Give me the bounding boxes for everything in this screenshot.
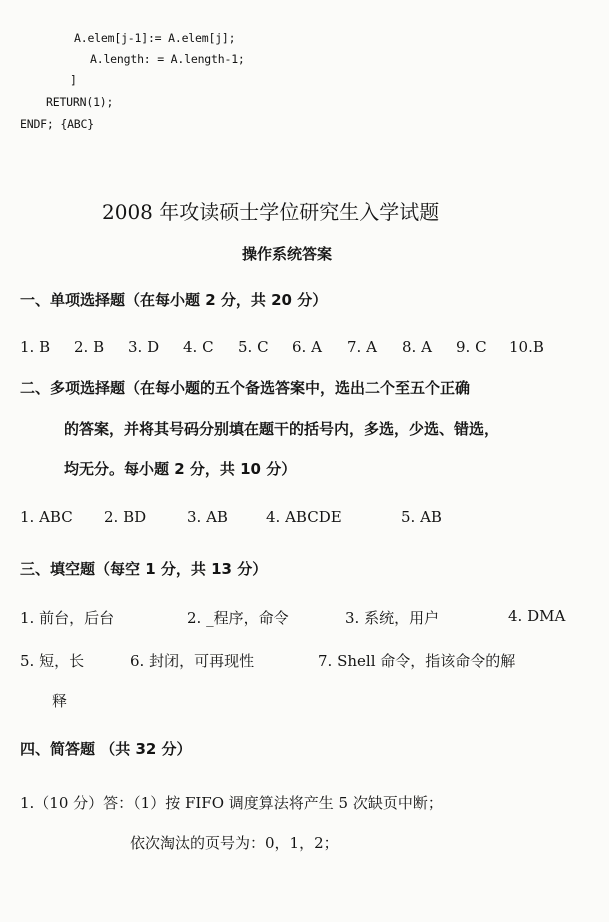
- section-heading-fill-blank: 三、填空题（每空 1 分，共 13 分）: [20, 560, 268, 578]
- code-line-4: RETURN(1);: [46, 95, 114, 109]
- answer-item: 8. A: [402, 338, 432, 356]
- section-heading-single-choice: 一、单项选择题（在每小题 2 分，共 20 分）: [20, 291, 328, 309]
- answer-item: 2. _程序，命令: [187, 609, 289, 627]
- answer-item: 3. D: [128, 338, 160, 356]
- code-line-5: ENDF; {ABC}: [20, 117, 94, 131]
- answer-item: 2. BD: [104, 508, 147, 526]
- answer-item: 7. A: [347, 338, 377, 356]
- answer-item: 6. 封闭，可再现性: [130, 652, 255, 670]
- short-answer-q1-line2: 依次淘汰的页号为：0，1，2；: [130, 834, 339, 852]
- answer-item: 9. C: [456, 338, 487, 356]
- section-heading-multiple-choice-cont: 均无分。每小题 2 分，共 10 分）: [64, 460, 297, 478]
- code-line-3: ]: [70, 73, 77, 87]
- answer-item: 1. 前台，后台: [20, 609, 115, 627]
- page-subtitle: 操作系统答案: [242, 245, 333, 263]
- answer-item: 5. 短，长: [20, 652, 85, 670]
- section-heading-multiple-choice: 二、多项选择题（在每小题的五个备选答案中，选出二个至五个正确: [20, 379, 471, 397]
- answer-item: 3. AB: [187, 508, 228, 526]
- answer-item: 7. Shell 命令，指该命令的解: [318, 652, 516, 670]
- answer-item: 5. C: [238, 338, 269, 356]
- code-line-1: A.elem[j-1]:= A.elem[j];: [74, 31, 236, 45]
- section-heading-multiple-choice-cont: 的答案，并将其号码分别填在题干的括号内，多选，少选、错选，: [64, 420, 500, 438]
- answer-item: 3. 系统，用户: [345, 609, 440, 627]
- answer-item: 1. ABC: [20, 508, 73, 526]
- answer-item: 4. DMA: [508, 607, 566, 625]
- answer-item: 10.B: [509, 338, 544, 356]
- short-answer-q1-line1: 1.（10 分）答：（1）按 FIFO 调度算法将产生 5 次缺页中断；: [20, 794, 443, 812]
- section-heading-short-answer: 四、简答题 （共 32 分）: [20, 740, 192, 758]
- answer-item-cont: 释: [52, 692, 68, 710]
- answer-item: 1. B: [20, 338, 51, 356]
- answer-item: 6. A: [292, 338, 322, 356]
- answer-item: 4. ABCDE: [266, 508, 342, 526]
- code-line-2: A.length: = A.length-1;: [90, 52, 245, 66]
- answer-item: 5. AB: [401, 508, 442, 526]
- answer-item: 2. B: [74, 338, 105, 356]
- answer-item: 4. C: [183, 338, 214, 356]
- page-title: 2008 年攻读硕士学位研究生入学试题: [102, 200, 440, 224]
